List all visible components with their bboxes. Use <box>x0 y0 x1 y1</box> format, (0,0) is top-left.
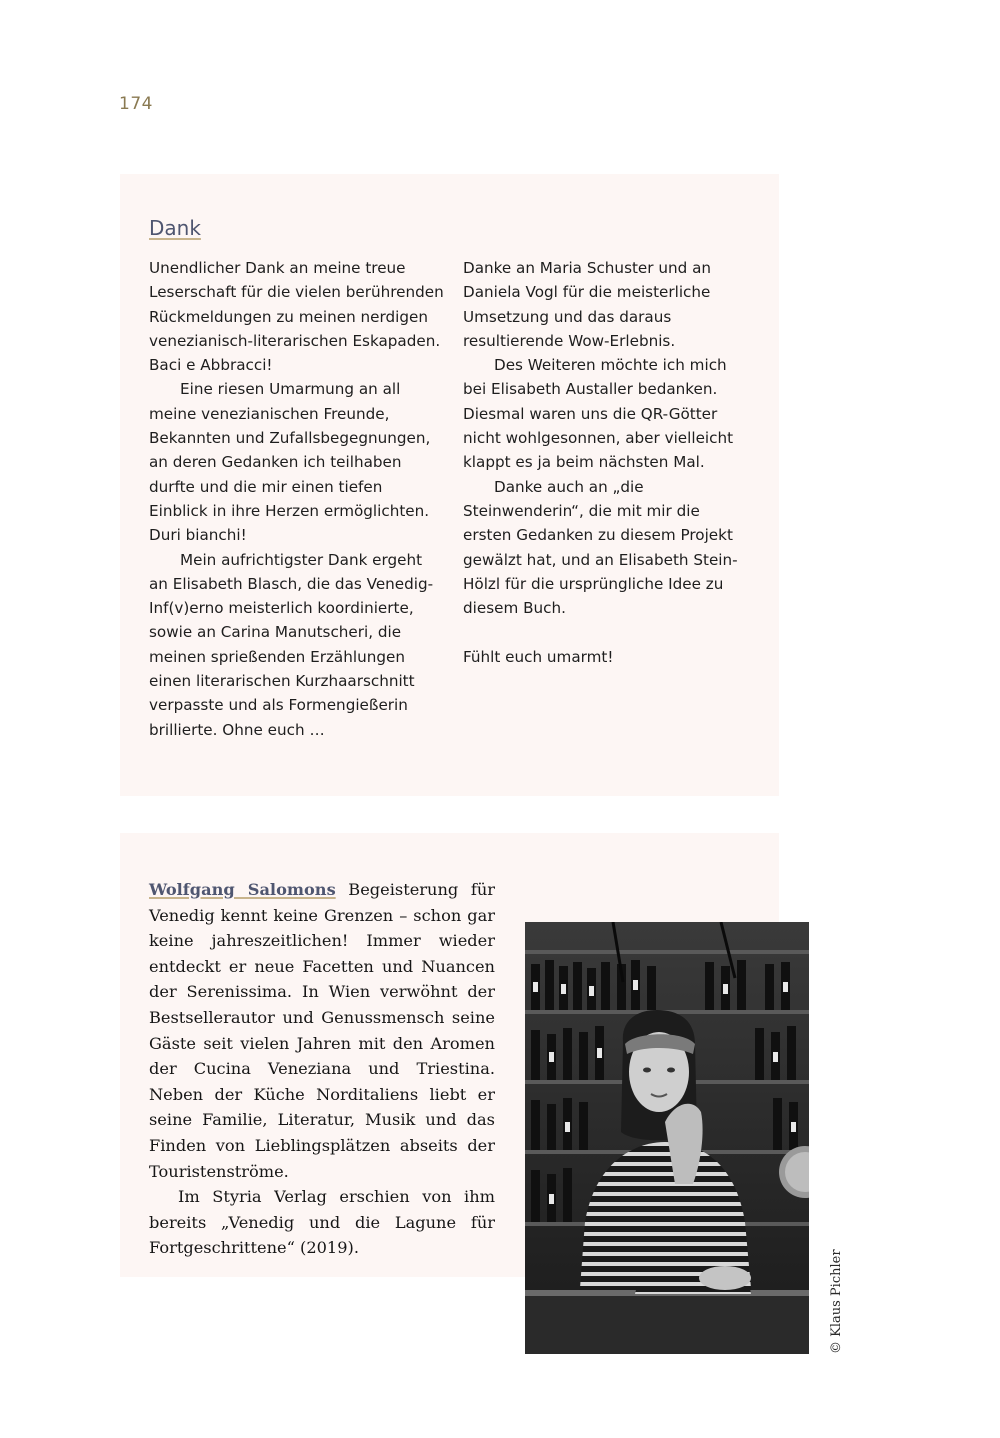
ack-paragraph: Des Weiteren möchte ich mich bei Elisabeth Austaller bedanken. Diesmal waren uns die QR-Götter nicht wohlgesonnen, aber vielleicht klappt es ja beim nächsten Mal. <box>463 356 734 472</box>
author-photo <box>525 922 809 1354</box>
author-bio <box>149 877 495 1261</box>
bio-paragraph <box>149 877 495 1184</box>
ack-paragraph: Eine riesen Umarmung an all meine venezianischen Freunde, Bekannten und Zufallsbegegnungen, an deren Gedanken ich teilhaben durfte und die mir einen tiefen Einblick in ihre Herzen ermöglichten. Duri bianchi! <box>149 380 431 545</box>
author-photo-illustration <box>525 922 809 1354</box>
ack-paragraph: Danke auch an „die Steinwenderin“, die mit mir die ersten Gedanken zu diesem Projekt gewälzt hat, und an Elisabeth Stein-Hölzl für die ursprüngliche Idee zu diesem Buch. <box>463 477 738 618</box>
acknowledgements-column-right <box>463 256 753 669</box>
ack-paragraph: Danke an Maria Schuster und an Daniela Vogl für die meisterliche Umsetzung und das daraus resultierende Wow-Erlebnis. <box>463 259 711 350</box>
ack-paragraph: Unendlicher Dank an meine treue Leserschaft für die vielen berührenden Rückmeldungen zu meinen nerdigen venezianisch-literarischen Eskapaden. Baci e Abbracci! <box>149 259 444 375</box>
acknowledgements-title: Dank <box>149 216 201 240</box>
bio-text: Begeisterung für Venedig kennt keine Grenzen – schon gar keine jahreszeitlichen! Immer wieder entdeckt er neue Facetten und Nuancen der Serenissima. In Wien verwöhnt der Bestsellerautor und Genussmensch seine Gäste seit vielen Jahren mit den Aromen der Cucina Veneziana und Triestina. Neben der Küche Norditaliens liebt er seine Familie, Literatur, Musik und das Finden von Lieblingsplätzen abseits der Touristenströme. <box>149 880 495 1181</box>
photo-credit: © Klaus Pichler <box>829 1249 844 1354</box>
bio-paragraph: Im Styria Verlag erschien von ihm bereits „Venedig und die Lagune für Fortgeschrittene“ (2019). <box>149 1187 495 1258</box>
page-number: 174 <box>119 94 153 114</box>
author-name: Wolfgang Salomons <box>149 880 336 899</box>
ack-closing: Fühlt euch umarmt! <box>463 647 614 666</box>
ack-paragraph: Mein aufrichtigster Dank ergeht an Elisabeth Blasch, die das Venedig-Inf(v)erno meisterlich koordinierte, sowie an Carina Manutscheri, die meinen sprießenden Erzählungen einen literarischen Kurzhaarschnitt verpasste und als Formengießerin brillierte. Ohne euch … <box>149 550 434 739</box>
acknowledgements-column-left <box>149 256 444 742</box>
